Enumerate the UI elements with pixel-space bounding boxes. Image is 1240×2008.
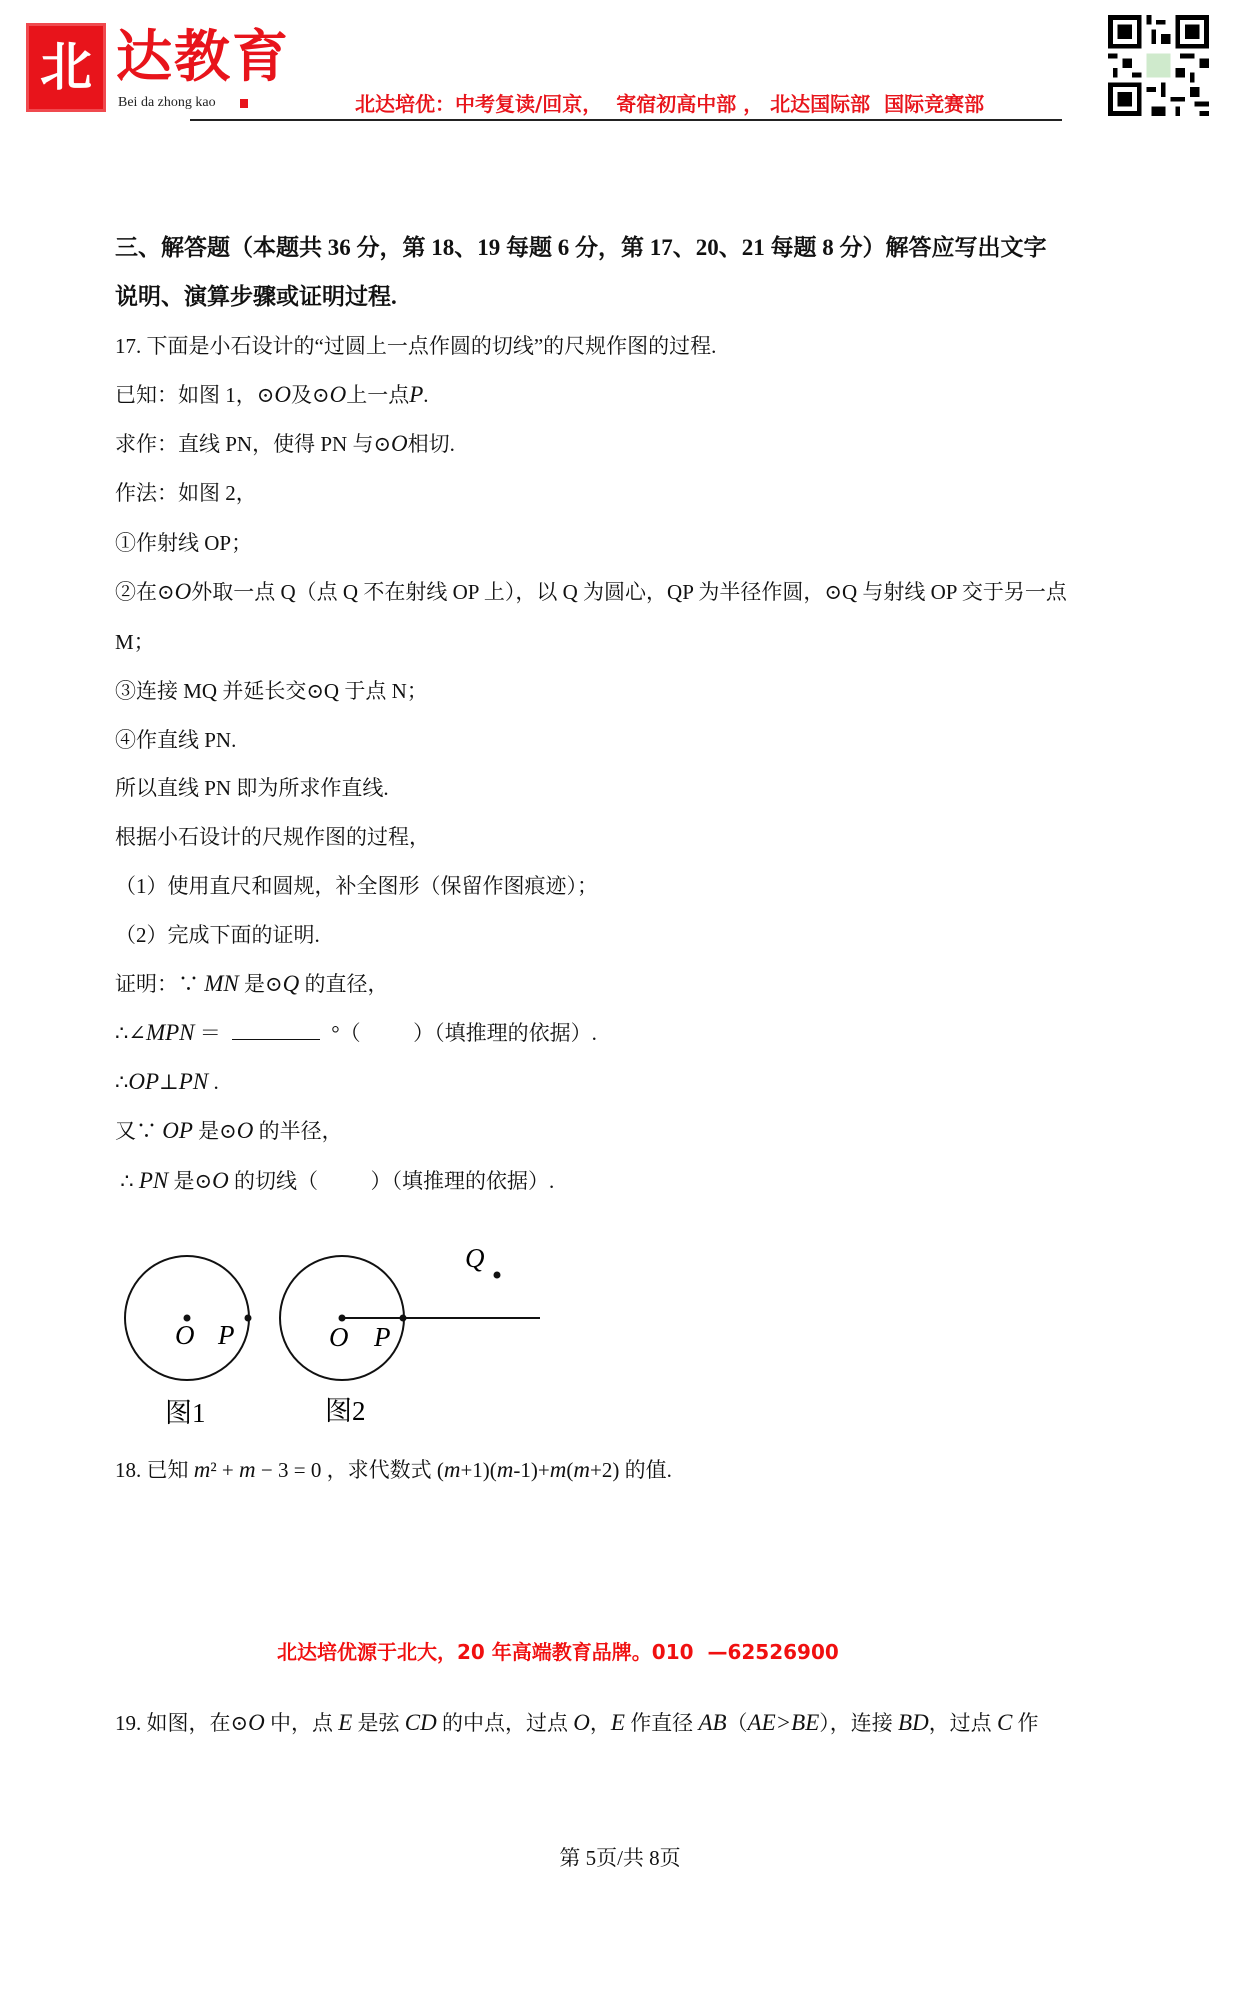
text-segment: ＝: [194, 1021, 227, 1045]
text-segment: ² +: [210, 1458, 240, 1482]
text-segment: 17. 下面是小石设计的“过圆上一点作圆的切线”的尺规作图的过程.: [115, 334, 717, 358]
math-symbol: m: [443, 1457, 461, 1482]
math-symbol: m: [239, 1457, 256, 1482]
math-symbol: OP: [128, 1069, 160, 1094]
text-segment: 上一点: [346, 383, 410, 407]
text-segment: 是⊙: [168, 1169, 213, 1193]
text-segment: .: [423, 383, 429, 407]
text-segment: ③连接 MQ 并延长交⊙Q 于点 N；: [115, 679, 428, 703]
ad-line: 北达培优源于北大，20 年高端教育品牌。010 —62526900: [277, 1640, 839, 1664]
text-segment: 是⊙: [238, 972, 283, 996]
figure-2-caption: 图2: [325, 1396, 366, 1426]
text-line: [115, 578, 1067, 606]
text-segment: 根据小石设计的尺规作图的过程，: [115, 825, 430, 849]
label-o: O: [175, 1320, 195, 1350]
text-line: [115, 1117, 343, 1145]
text-segment: +2) 的值.: [590, 1458, 672, 1482]
math-symbol: CD: [404, 1710, 437, 1735]
text-segment: 求作：直线 PN，使得 PN 与⊙: [115, 432, 392, 456]
text-segment: +1)(: [460, 1458, 497, 1482]
math-symbol: m: [496, 1457, 514, 1482]
text-segment: ∴: [115, 1070, 129, 1094]
point-p: [400, 1315, 407, 1322]
math-symbol: C: [996, 1710, 1013, 1735]
math-symbol: PN: [138, 1168, 169, 1193]
math-symbol: Q: [282, 971, 300, 996]
text-segment: ②在⊙: [115, 580, 175, 604]
answer-blank: [232, 1021, 320, 1040]
text-line: [115, 332, 716, 360]
math-symbol: O: [212, 1168, 229, 1193]
text-line: [115, 479, 257, 507]
text-segment: ，: [589, 1711, 611, 1735]
text-segment: 证明：∵: [115, 972, 205, 996]
text-segment: 已知：如图 1，⊙: [115, 383, 275, 407]
math-symbol: m: [193, 1457, 211, 1482]
text-line: [115, 774, 389, 802]
math-symbol: MN: [204, 971, 239, 996]
text-line: [115, 628, 155, 656]
figure-1: [125, 1256, 252, 1428]
math-symbol: O: [391, 431, 408, 456]
text-segment: 相切.: [407, 432, 455, 456]
label-p: P: [374, 1322, 391, 1352]
text-line: [115, 529, 252, 557]
figure-2: [280, 1243, 540, 1426]
text-segment: 19. 如图，在⊙: [115, 1711, 249, 1735]
math-symbol: O: [329, 382, 347, 407]
text-segment: （: [726, 1711, 748, 1735]
logo-char: 北: [39, 36, 92, 98]
math-symbol: P: [409, 382, 424, 407]
text-segment: ∴∠: [115, 1021, 146, 1045]
math-symbol: O: [274, 382, 291, 407]
text-segment: 又∵: [115, 1119, 163, 1143]
math-symbol: PN: [178, 1069, 209, 1094]
math-symbol: MPN: [145, 1020, 195, 1045]
math-symbol: OP: [162, 1118, 193, 1143]
text-segment: 作: [1012, 1711, 1039, 1735]
text-segment: 的半径，: [253, 1119, 343, 1143]
question-19: [115, 1709, 1039, 1737]
logo-square: [240, 99, 248, 108]
math-symbol: O: [248, 1710, 265, 1735]
math-symbol: E: [338, 1710, 353, 1735]
label-q: Q: [465, 1243, 485, 1273]
figure-1-caption: 图1: [165, 1398, 206, 1428]
section-heading: [115, 234, 1047, 262]
label-p: P: [218, 1320, 235, 1350]
label-o: O: [329, 1322, 349, 1352]
section-heading: [115, 283, 397, 311]
text-segment: − 3 = 0 ，求代数式 (: [255, 1458, 444, 1482]
text-segment: .: [208, 1070, 219, 1094]
text-segment: 及⊙: [290, 383, 330, 407]
logo-text: 达教育: [116, 24, 290, 90]
text-segment: ∴: [115, 1169, 139, 1193]
logo-mark: [26, 23, 106, 112]
center-point-o: [339, 1315, 346, 1322]
text-segment: 作直径: [624, 1711, 699, 1735]
text-line: [115, 823, 430, 851]
text-segment: ①作射线 OP；: [115, 531, 253, 555]
text-segment: ），连接: [819, 1711, 899, 1735]
header-divider: [190, 119, 1062, 121]
text-line: [115, 381, 429, 409]
text-segment: 18. 已知: [115, 1458, 194, 1482]
text-line: [115, 1167, 554, 1195]
math-symbol: AE>BE: [747, 1710, 820, 1735]
qr-code-icon: [1108, 15, 1209, 116]
text-line: [115, 921, 320, 949]
math-symbol: AB: [698, 1710, 727, 1735]
text-segment: 的切线（ ）（填推理的依据）.: [228, 1169, 555, 1193]
construction-figures: [0, 1200, 700, 1450]
question-18: [115, 1456, 672, 1484]
page-number: 第 5页/共 8页: [559, 1846, 681, 1870]
text-segment: (: [566, 1458, 574, 1482]
text-segment: 是弦: [352, 1711, 405, 1735]
text-segment: （1）使用直尺和圆规，补全图形（保留作图痕迹）；: [115, 874, 598, 898]
math-symbol: O: [236, 1118, 254, 1143]
math-symbol: m: [549, 1457, 567, 1482]
text-line: [115, 726, 236, 754]
text-line: [115, 430, 455, 458]
text-segment: 外取一点 Q（点 Q 不在射线 OP 上），以 Q 为圆心，QP 为半径作圆，⊙Q 与射线 OP 交于另一点: [191, 580, 1067, 604]
math-symbol: O: [573, 1710, 590, 1735]
text-segment: 说明、演算步骤或证明过程.: [115, 284, 397, 309]
text-segment: 中，点: [264, 1711, 339, 1735]
math-symbol: E: [610, 1710, 625, 1735]
text-line: [115, 677, 428, 705]
math-symbol: m: [573, 1457, 591, 1482]
text-segment: 三、解答题（本题共 36 分，第 18、19 每题 6 分，第 17、20、21 每题 8 分）解答应写出文字: [115, 235, 1047, 260]
logo-subtitle: Bei da zhong kao: [118, 95, 216, 110]
point-p: [245, 1315, 252, 1322]
text-segment: 是⊙: [192, 1119, 237, 1143]
text-segment: M；: [115, 630, 155, 654]
text-segment: 所以直线 PN 即为所求作直线.: [115, 776, 389, 800]
text-segment: °（ ）（填推理的依据）.: [326, 1021, 597, 1045]
text-segment: 的中点，过点: [436, 1711, 574, 1735]
text-line: [115, 872, 598, 900]
text-segment: ⊥: [159, 1070, 179, 1094]
text-line: [115, 970, 388, 998]
point-q: [494, 1272, 501, 1279]
text-segment: ，过点: [928, 1711, 997, 1735]
text-segment: 作法：如图 2，: [115, 481, 257, 505]
header-slogan: 北达培优：中考复读/回京， 寄宿初高中部 ， 北达国际部 国际竞赛部: [355, 92, 985, 116]
text-segment: 的直径，: [299, 972, 389, 996]
text-segment: （2）完成下面的证明.: [115, 923, 320, 947]
math-symbol: BD: [898, 1710, 929, 1735]
text-segment: -1)+: [513, 1458, 550, 1482]
math-symbol: O: [174, 579, 192, 604]
text-line: [115, 1019, 597, 1047]
text-segment: ④作直线 PN.: [115, 728, 237, 752]
text-line: [115, 1068, 219, 1096]
